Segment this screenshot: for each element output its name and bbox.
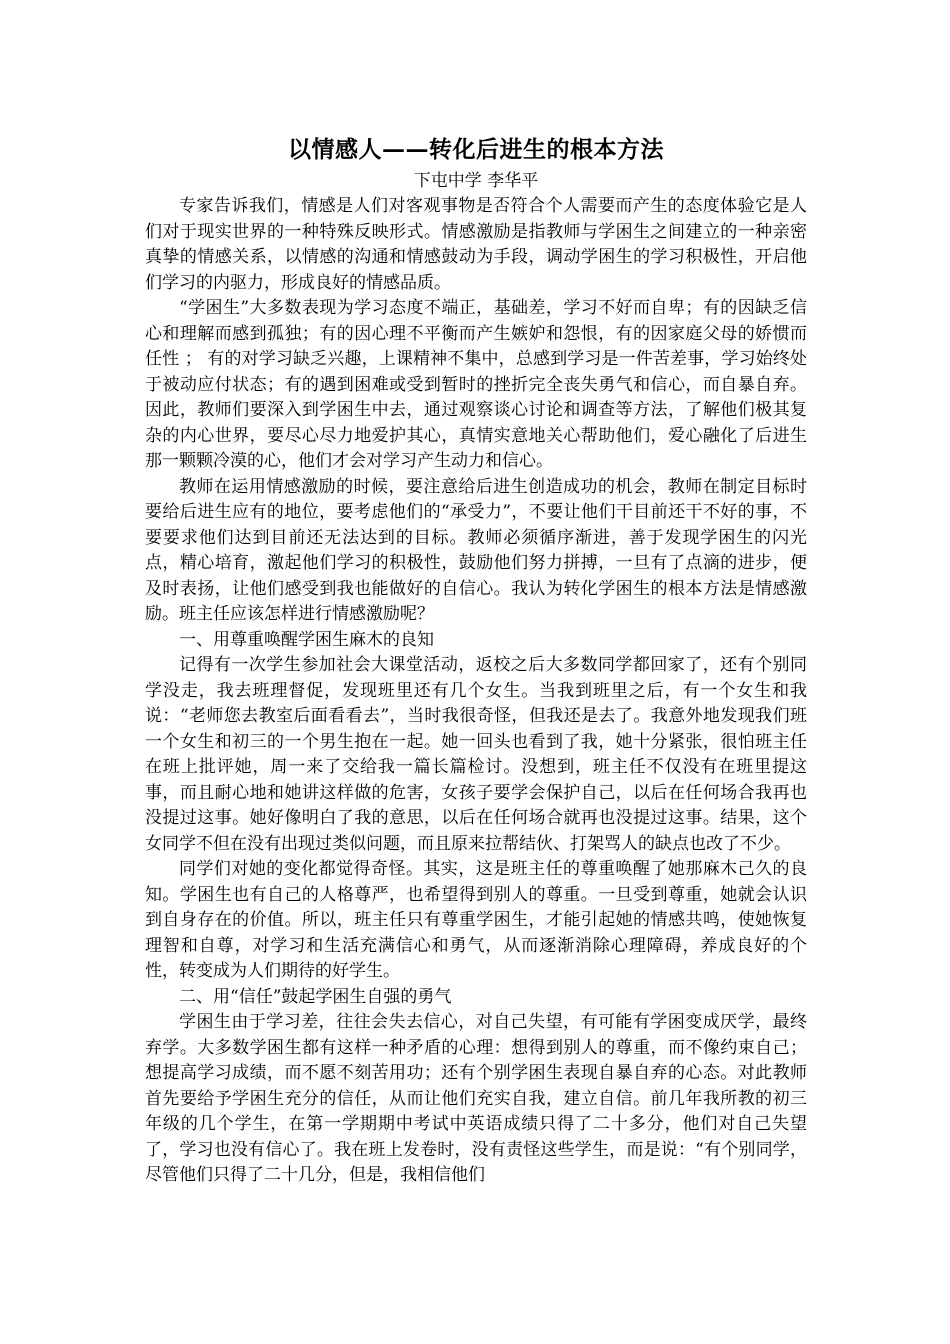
section-heading-respect: 一、用尊重唤醒学困生麻木的良知 [179, 629, 434, 650]
section-heading-trust: 二、用“信任”鼓起学困生自强的勇气 [179, 986, 452, 1007]
author-byline: 下屯中学 李华平 [413, 171, 539, 191]
document-title: 以情感人——转化后进生的根本方法 [288, 136, 664, 163]
paragraph-story: 记得有一次学生参加社会大课堂活动，返校之后大多数同学都回家了，还有个别同学没走，我去班理督促，发现班里还有几个女生。当我到班里之后，有一个女生和我说：“老师您去教室后面看看去”，当时我很奇怪，但我还是去了。我意外地发现我们班一个女生和初三的一个男生抱在一起。她一回头也看到了我，她十分紧张，很怕班主任在班上批评她，周一来了交给我一篇长篇检讨。没想到，班主任不仅没有在班里提这事，而且耐心地和她讲这样做的危害，女孩子要学会保护自己，以后在任何场合我再也没提过这事。她好像明白了我的意思，以后在任何场合就再也没提过这事。结果，这个女同学不但在没有出现过类似问题，而且原来拉帮结伙、打架骂人的缺点也改了不少。 [145, 655, 807, 854]
paragraph-intro: 专家告诉我们，情感是人们对客观事物是否符合个人需要而产生的态度体验它是人们对于现实世界的一种特殊反映形式。情感激励是指教师与学困生之间建立的一种亲密真挚的情感关系，以情感的沟通和情感鼓动为手段，调动学困生的学习积极性，开启他们学习的内驱力，形成良好的情感品质。 [145, 196, 807, 293]
document-page [145, 132, 807, 1189]
paragraph-teacher-method: 教师在运用情感激励的时候，要注意给后进生创造成功的机会，教师在制定目标时要给后进生应有的地位，要考虑他们的“承受力”，不要让他们干目前还干不好的事，不要要求他们达到目前还无法达到的目标。教师必须循序渐进，善于发现学困生的闪光点，精心培育，激起他们学习的积极性，鼓励他们努力拼搏，一旦有了点滴的进步，便及时表扬，让他们感受到我也能做好的自信心。我认为转化学困生的根本方法是情感激励。班主任应该怎样进行情感激励呢？ [145, 476, 807, 624]
paragraph-trust: 学困生由于学习差，往往会失去信心，对自己失望，有可能有学困变成厌学，最终弃学。大多数学困生都有这样一种矛盾的心理：想得到别人的尊重，而不像约束自己；想提高学习成绩，而不愿不刻苦用功；还有个别学困生表现自暴自弃的心态。对此教师首先要给予学困生充分的信任，从而让他们充实自我，建立自信。前几年我所教的初三年级的几个学生，在第一学期期中考试中英语成绩只得了二十多分，他们对自己失望了，学习也没有信心了。我在班上发卷时，没有责怪这些学生，而是说：“有个别同学，尽管他们只得了二十几分，但是，我相信他们 [145, 1012, 807, 1185]
paragraph-student-types: “学困生”大多数表现为学习态度不端正，基础差，学习不好而自卑；有的因缺乏信心和理解而感到孤独；有的因心理不平衡而产生嫉妒和怨恨，有的因家庭父母的娇惯而任性 ； 有的对学习缺乏兴趣，上课精神不集中，总感到学习是一件苦差事，学习始终处于被动应付状态；有的遇到困难或受到暂时的挫折完全丧失勇气和信心，而自暴自弃。因此，教师们要深入到学困生中去，通过观察谈心讨论和调查等方法，了解他们极其复杂的内心世界，要尽心尽力地爱护其心，真情实意地关心帮助他们，爱心融化了后进生那一颗颗冷漠的心，他们才会对学习产生动力和信心。 [145, 298, 807, 471]
paragraph-respect-reflection: 同学们对她的变化都觉得奇怪。其实，这是班主任的尊重唤醒了她那麻木己久的良知。学困生也有自己的人格尊严，也希望得到别人的尊重。一旦受到尊重，她就会认识到自身存在的价值。所以，班主任只有尊重学困生，才能引起她的情感共鸣，使她恢复理智和自尊，对学习和生活充满信心和勇气，从而逐渐消除心理障碍，养成良好的个性，转变成为人们期待的好学生。 [145, 859, 807, 981]
